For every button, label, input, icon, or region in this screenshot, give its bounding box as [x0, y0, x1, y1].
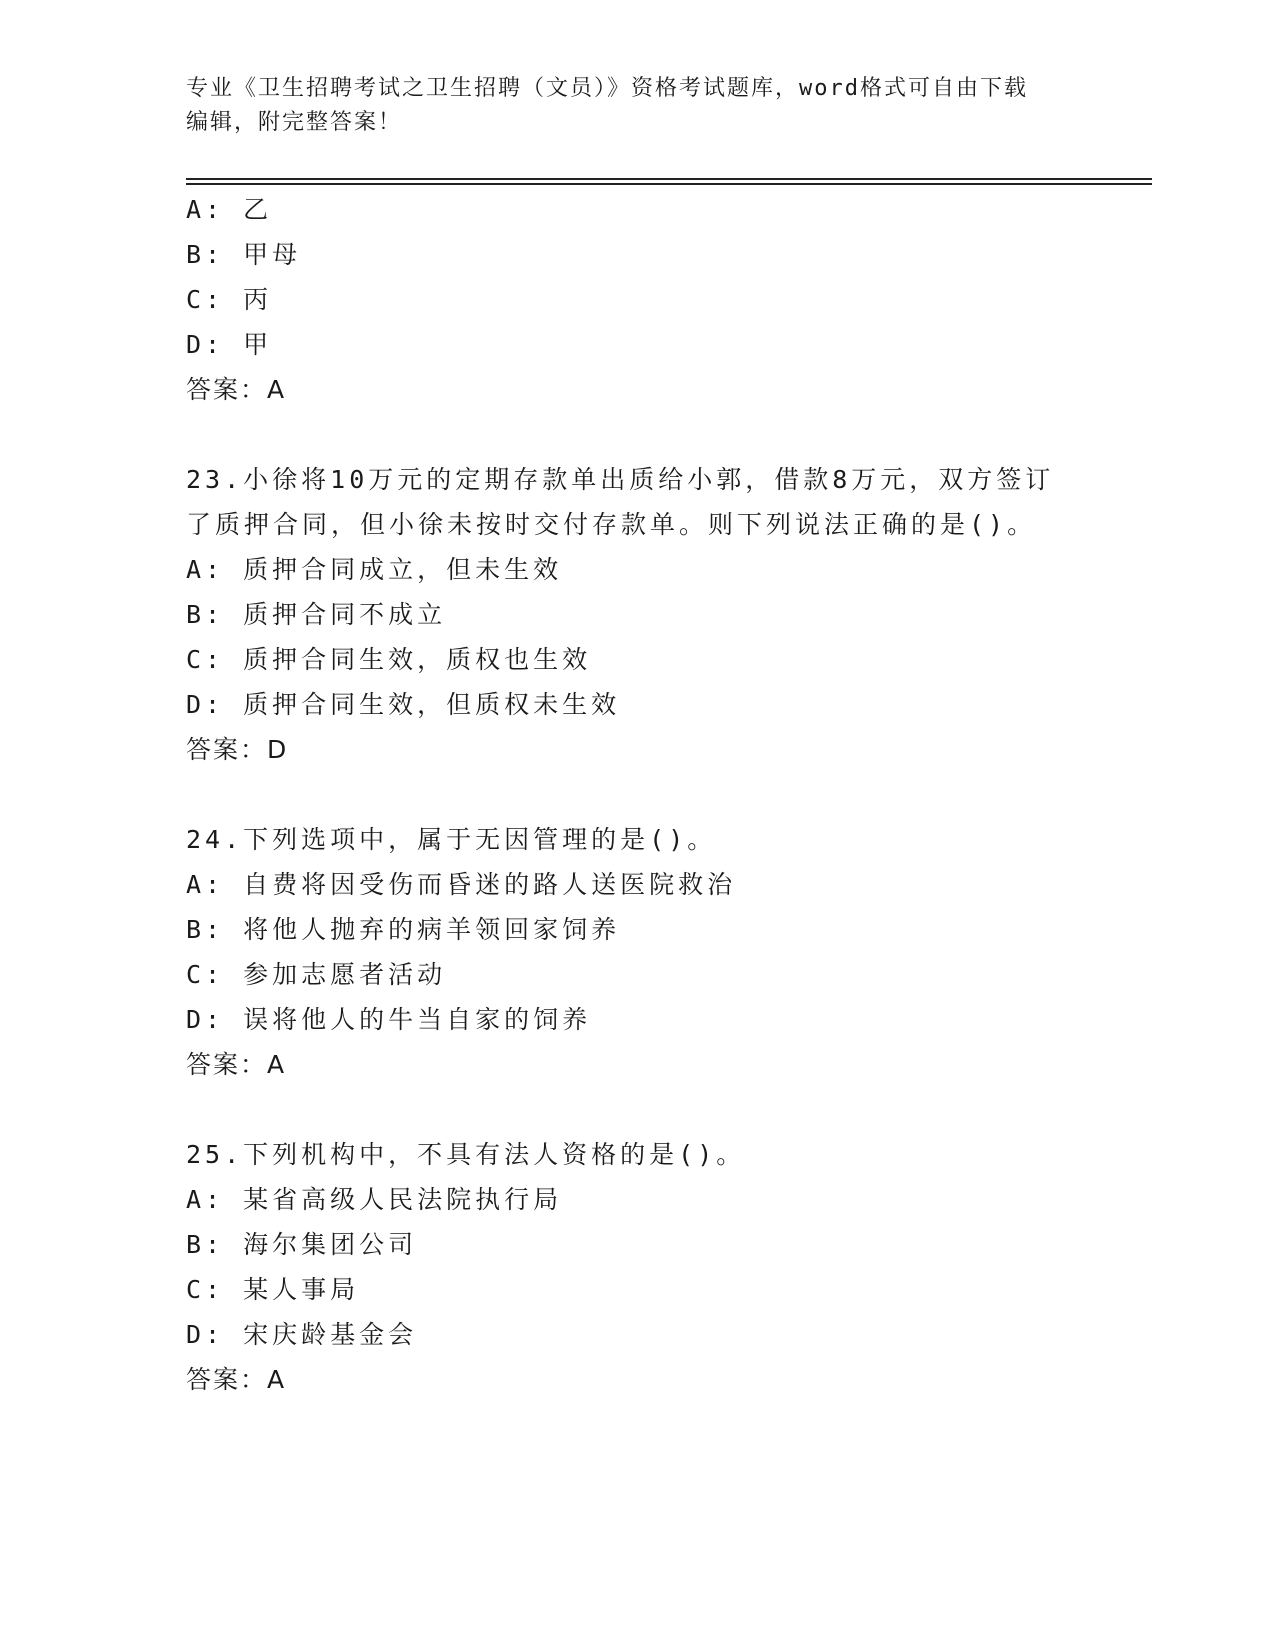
header-divider-bottom — [186, 183, 1152, 185]
q23-stem-line-1: 23.小徐将10万元的定期存款单出质给小郭，借款8万元，双方签订 — [186, 465, 1055, 494]
q25-option-c: C: 某人事局 — [186, 1275, 360, 1304]
q24-option-b: B: 将他人抛弃的病羊领回家饲养 — [186, 915, 621, 944]
q24-option-d: D: 误将他人的牛当自家的饲养 — [186, 1005, 592, 1034]
q23-option-b: B: 质押合同不成立 — [186, 600, 447, 629]
header-divider-top — [186, 178, 1152, 180]
q23-option-d: D: 质押合同生效，但质权未生效 — [186, 690, 621, 719]
q24-option-c: C: 参加志愿者活动 — [186, 960, 447, 989]
q25-option-b: B: 海尔集团公司 — [186, 1230, 418, 1259]
q25-stem: 25.下列机构中，不具有法人资格的是()。 — [186, 1140, 746, 1169]
q22-option-c: C: 丙 — [186, 285, 273, 314]
document-header — [186, 72, 1086, 140]
q23-answer: 答案：D — [186, 735, 289, 764]
q23-option-c: C: 质押合同生效，质权也生效 — [186, 645, 592, 674]
q23-option-a: A: 质押合同成立，但未生效 — [186, 555, 563, 584]
q22-option-d: D: 甲 — [186, 330, 273, 359]
q24-stem: 24.下列选项中，属于无因管理的是()。 — [186, 825, 717, 854]
q23-stem-line-2: 了质押合同，但小徐未按时交付存款单。则下列说法正确的是()。 — [186, 510, 1037, 539]
header-line-2: 编辑，附完整答案！ — [186, 110, 403, 135]
q22-option-b: B: 甲母 — [186, 240, 302, 269]
q25-answer: 答案：A — [186, 1365, 287, 1394]
q25-option-a: A: 某省高级人民法院执行局 — [186, 1185, 563, 1214]
q22-option-a: A: 乙 — [186, 195, 273, 224]
q24-answer: 答案：A — [186, 1050, 287, 1079]
q25-option-d: D: 宋庆龄基金会 — [186, 1320, 418, 1349]
q22-answer: 答案：A — [186, 375, 287, 404]
header-line-1: 专业《卫生招聘考试之卫生招聘（文员）》资格考试题库，word格式可自由下载 — [186, 76, 1028, 101]
q24-option-a: A: 自费将因受伤而昏迷的路人送医院救治 — [186, 870, 737, 899]
